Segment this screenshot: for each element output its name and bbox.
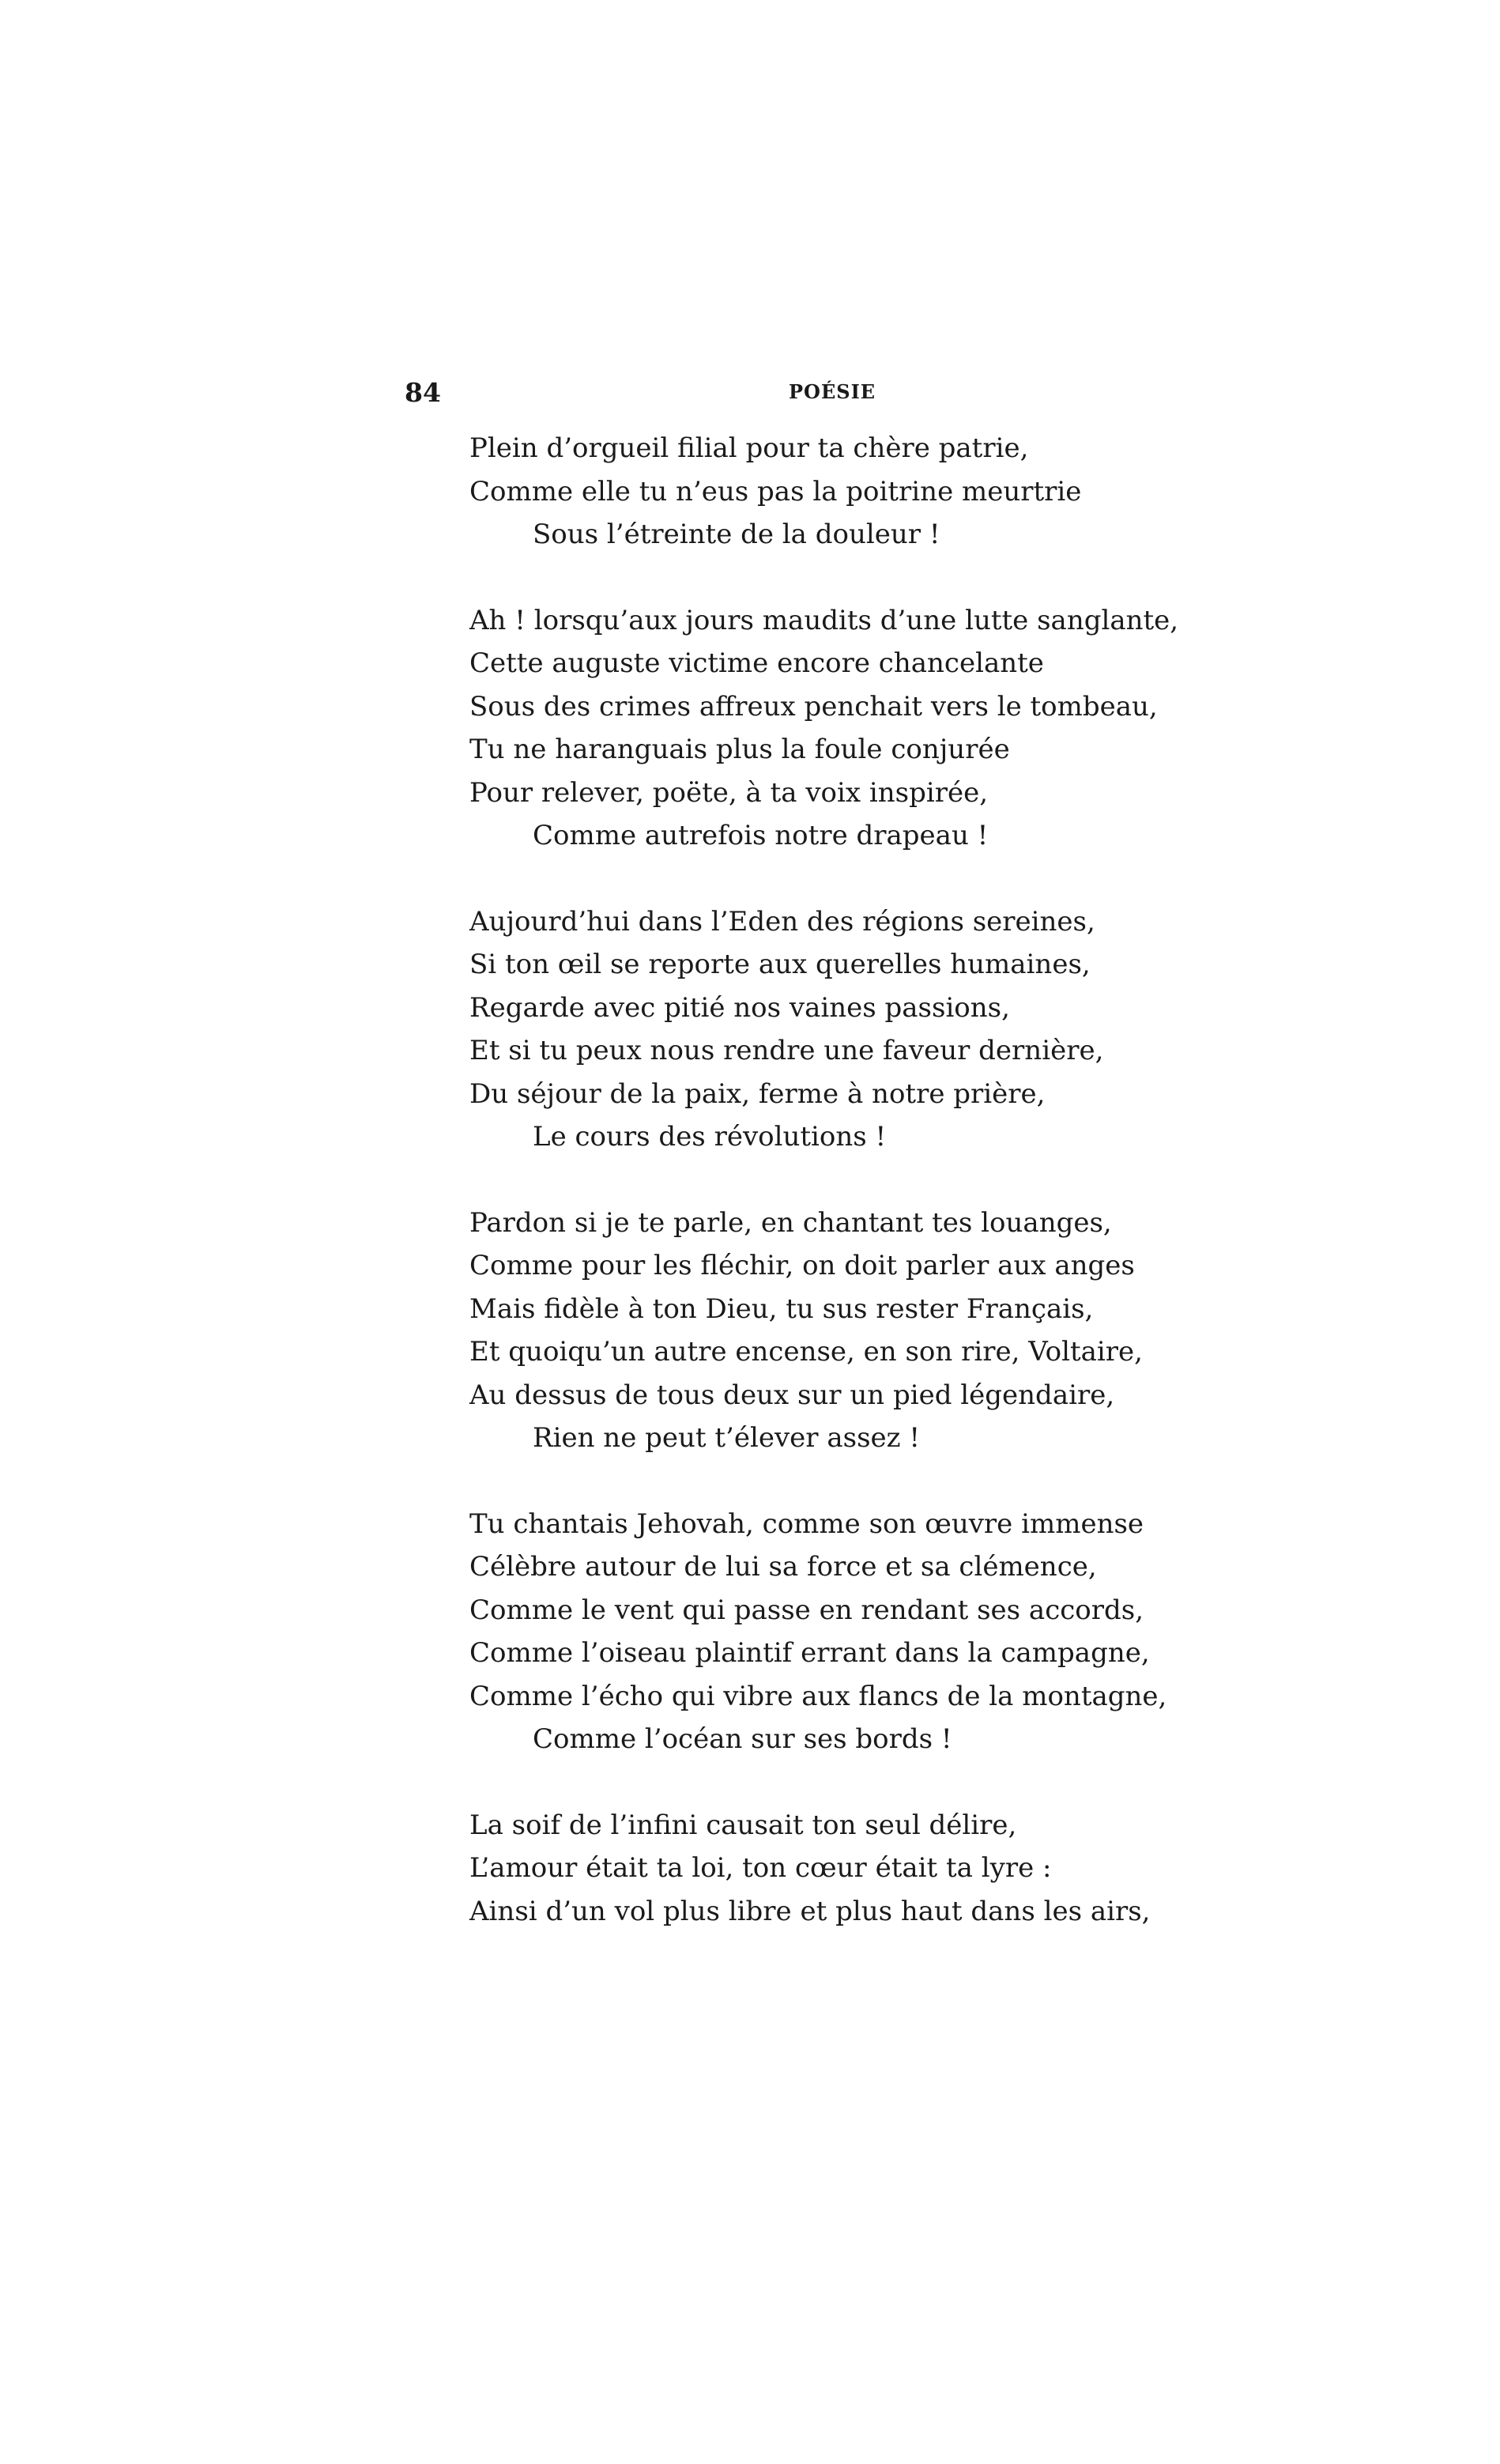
verse-line: Pour relever, poëte, à ta voix inspirée, (469, 776, 989, 809)
verse-line-short: Comme l’océan sur ses bords ! (533, 1723, 952, 1755)
poem-body (469, 427, 1260, 1975)
stanza (469, 900, 1260, 1159)
verse-line: Tu ne haranguais plus la foule conjurée (469, 734, 1010, 765)
verse-line: Comme l’oiseau plaintif errant dans la campagne, (469, 1637, 1150, 1669)
verse-line: Ah ! lorsqu’aux jours maudits d’une lutte sanglante, (469, 604, 1179, 636)
verse-line: Comme le vent qui passe en rendant ses accords, (469, 1594, 1144, 1626)
verse-line: Et quoiqu’un autre encense, en son rire, Voltaire, (469, 1336, 1143, 1368)
verse-line: Comme l’écho qui vibre aux flancs de la montagne, (469, 1680, 1167, 1712)
verse-line: Aujourd’hui dans l’Eden des régions sereines, (469, 905, 1095, 938)
verse-line: Cette auguste victime encore chancelante (469, 647, 1044, 679)
verse-line: Plein d’orgueil filial pour ta chère patrie, (469, 432, 1029, 464)
stanza (469, 1503, 1260, 1761)
verse-line-short: Le cours des révolutions ! (533, 1121, 887, 1153)
verse-line: Si ton œil se reporte aux querelles humaines, (469, 949, 1091, 980)
stanza (469, 427, 1260, 557)
verse-line: Comme pour les fléchir, on doit parler aux anges (469, 1250, 1135, 1281)
verse-line: Du séjour de la paix, ferme à notre prière, (469, 1077, 1046, 1110)
verse-line: L’amour était ta loi, ton cœur était ta lyre : (469, 1852, 1052, 1884)
verse-line-short: Comme autrefois notre drapeau ! (533, 820, 989, 851)
stanza (469, 599, 1260, 858)
verse-line: Tu chantais Jehovah, comme son œuvre immense (469, 1507, 1144, 1540)
stanza (469, 1804, 1260, 1934)
verse-line-short: Rien ne peut t’élever assez ! (533, 1422, 921, 1454)
verse-line: La soif de l’infini causait ton seul délire, (469, 1809, 1017, 1841)
verse-line: Mais fidèle à ton Dieu, tu sus rester Français, (469, 1292, 1094, 1325)
verse-line: Ainsi d’un vol plus libre et plus haut dans les airs, (469, 1895, 1151, 1927)
page-number: 84 (405, 377, 441, 408)
verse-line: Au dessus de tous deux sur un pied légendaire, (469, 1379, 1115, 1411)
verse-line: Sous des crimes affreux penchait vers le tombeau, (469, 690, 1158, 723)
verse-line: Pardon si je te parle, en chantant tes louanges, (469, 1206, 1112, 1239)
running-head: POÉSIE (789, 380, 876, 403)
verse-line: Et si tu peux nous rendre une faveur dernière, (469, 1035, 1104, 1066)
stanza (469, 1202, 1260, 1460)
verse-line-short: Sous l’étreinte de la douleur ! (533, 519, 940, 550)
verse-line: Regarde avec pitié nos vaines passions, (469, 991, 1010, 1024)
verse-line: Célèbre autour de lui sa force et sa clémence, (469, 1551, 1097, 1583)
verse-line: Comme elle tu n’eus pas la poitrine meurtrie (469, 475, 1082, 508)
